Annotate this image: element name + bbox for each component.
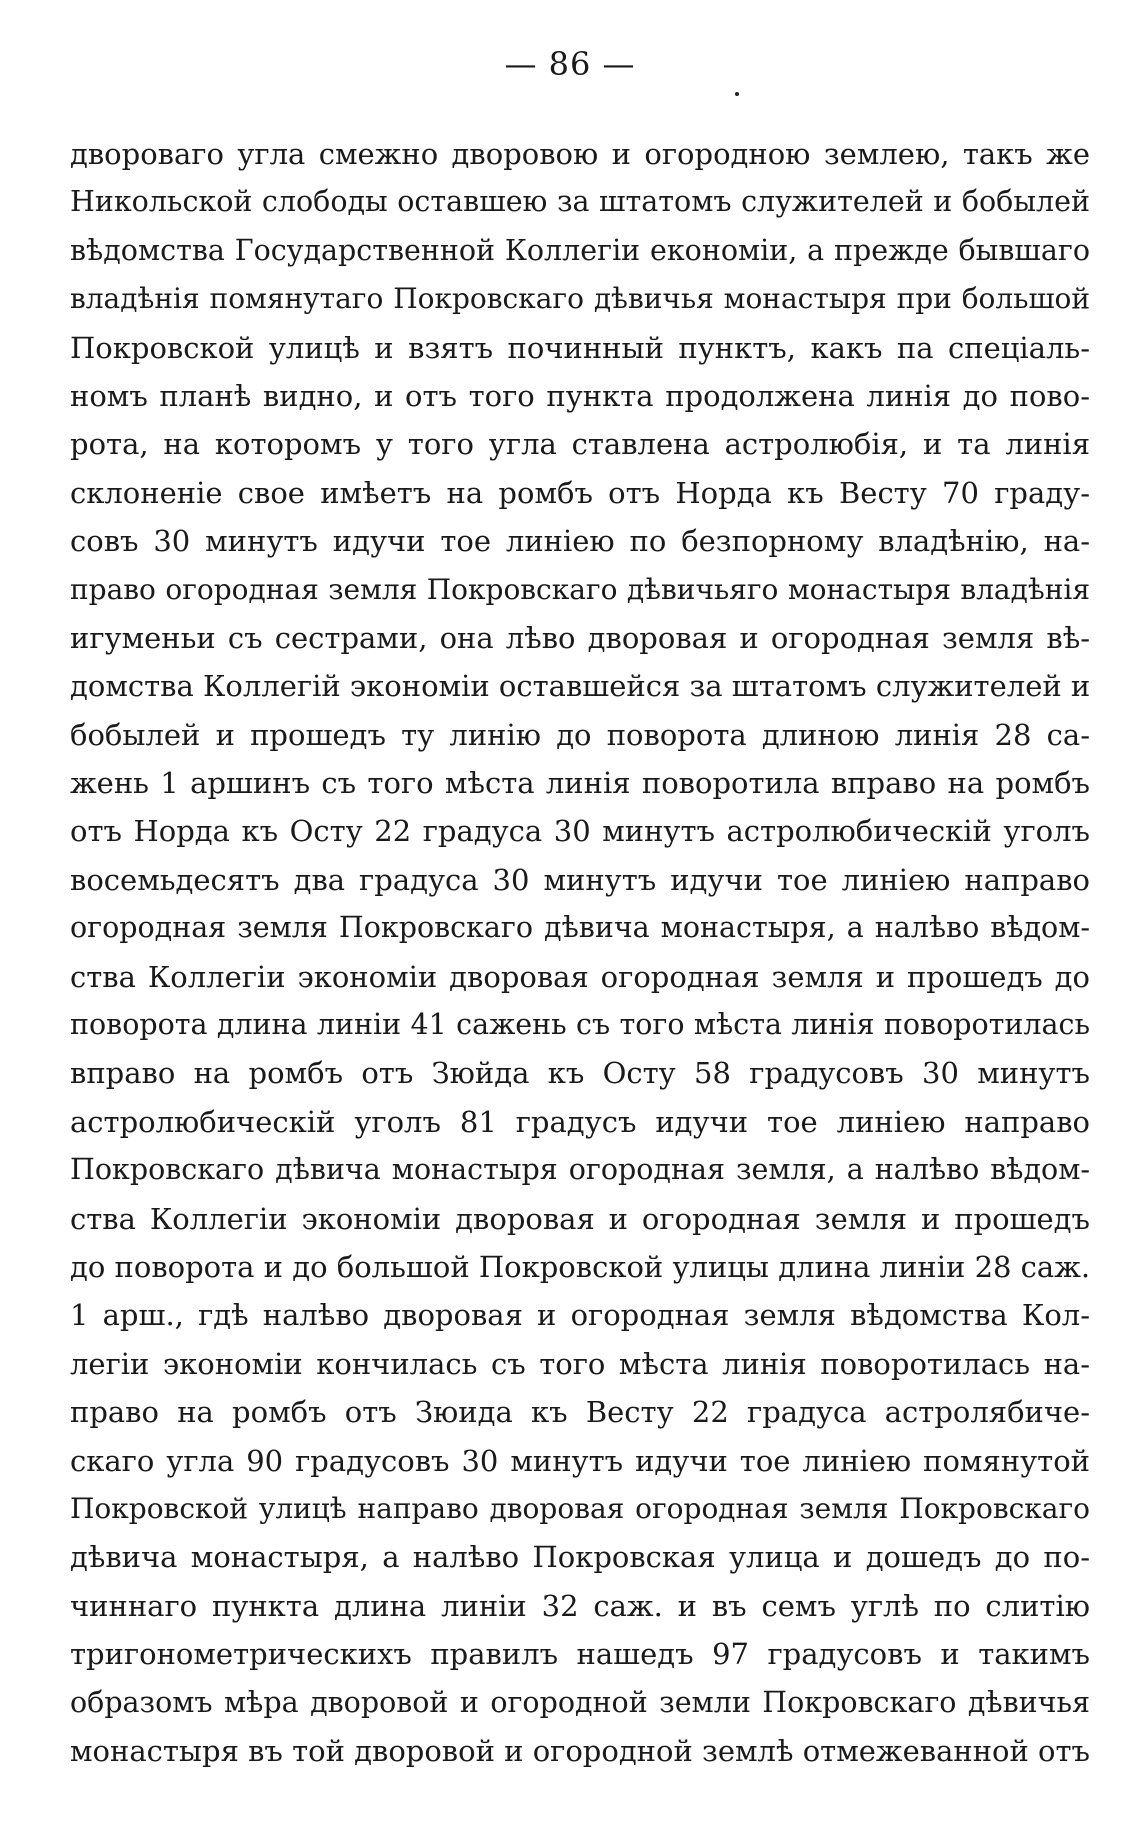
text-line: чиннаго пункта длина линіи 32 саж. и въ семъ углѣ по слитію — [70, 1588, 1090, 1623]
text-line: домства Коллегій экономіи оставшейся за штатомъ служителей и — [70, 669, 1090, 704]
text-line: бобылей и прошедъ ту линію до поворота длиною линія 28 са- — [70, 717, 1090, 752]
text-line: ства Коллегіи экономіи дворовая и огородная земля и прошедъ — [70, 1201, 1090, 1236]
text-line: игуменьи съ сестрами, она лѣво дворовая и огородная земля вѣ- — [70, 620, 1090, 655]
text-line: восемьдесятъ два градуса 30 минутъ идучи тое линіею направо — [70, 862, 1090, 897]
text-line: Покровской улицѣ и взятъ починный пунктъ, какъ па спеціаль- — [70, 330, 1090, 365]
text-line: двороваго угла смежно дворовою и огородною землею, такъ же — [70, 137, 1090, 171]
text-line: номъ планѣ видно, и отъ того пункта продолжена линія до пово- — [70, 378, 1090, 413]
text-line: легіи экономіи кончилась съ того мѣста линія поворотилась на- — [70, 1346, 1090, 1381]
text-line: право на ромбъ отъ Зюида къ Весту 22 градуса астролябиче- — [70, 1395, 1090, 1430]
text-line: Покровскаго дѣвича монастыря огородная земля, а налѣво вѣдом- — [70, 1153, 1090, 1187]
text-line: жень 1 аршинъ съ того мѣста линія поворотила вправо на ромбъ — [70, 766, 1090, 801]
text-line: право огородная земля Покровскаго дѣвичьяго монастыря владѣнія — [70, 572, 1090, 606]
text-line: поворота длина линіи 41 сажень съ того мѣста линія поворотилась — [70, 1008, 1090, 1042]
text-line: монастыря въ той дворовой и огородной землѣ отмежеванной отъ — [70, 1733, 1090, 1768]
text-line: Никольской слободы оставшею за штатомъ служителей и бобылей — [70, 185, 1090, 219]
text-line: совъ 30 минутъ идучи тое линіею по безпорному владѣнію, на- — [70, 524, 1090, 559]
text-line: Покровской улицѣ направо дворовая огородная земля Покровскаго — [70, 1491, 1090, 1525]
text-line: вправо на ромбъ отъ Зюйда къ Осту 58 градусовъ 30 минутъ — [70, 1056, 1090, 1091]
text-line: тригонометрическихъ правилъ нашедъ 97 градусовъ и такимъ — [70, 1637, 1090, 1672]
print-speck — [735, 92, 739, 96]
page-number: — 86 — — [504, 45, 636, 83]
text-line: рота, на которомъ у того угла ставлена астролюбія, и та линія — [70, 427, 1090, 462]
text-line: владѣнія помянутаго Покровскаго дѣвичья монастыря при большой — [70, 282, 1090, 316]
text-line: 1 арш., гдѣ налѣво дворовая и огородная земля вѣдомства Кол- — [70, 1298, 1090, 1333]
text-line: дѣвича монастыря, а налѣво Покровская улица и дошедъ до по- — [70, 1540, 1090, 1575]
text-line: склоненіе свое имѣетъ на ромбъ отъ Норда къ Весту 70 граду- — [70, 475, 1090, 510]
text-line: образомъ мѣра дворовой и огородной земли Покровскаго дѣвичья — [70, 1685, 1090, 1719]
body-text — [70, 130, 1090, 1775]
text-line: скаго угла 90 градусовъ 30 минутъ идучи тое линіею помянутой — [70, 1443, 1090, 1478]
text-line: отъ Норда къ Осту 22 градуса 30 минутъ астролюбическій уголъ — [70, 814, 1090, 849]
text-line: ства Коллегіи экономіи дворовая огородная земля и прошедъ до — [70, 959, 1090, 994]
text-line: вѣдомства Государственной Коллегіи економіи, а прежде бывшаго — [70, 233, 1090, 267]
text-line: астролюбическій уголъ 81 градусъ идучи тое линіею направо — [70, 1104, 1090, 1139]
text-line: огородная земля Покровскаго дѣвича монастыря, а налѣво вѣдом- — [70, 911, 1090, 945]
text-line: до поворота и до большой Покровской улицы длина линіи 28 саж. — [70, 1249, 1090, 1284]
